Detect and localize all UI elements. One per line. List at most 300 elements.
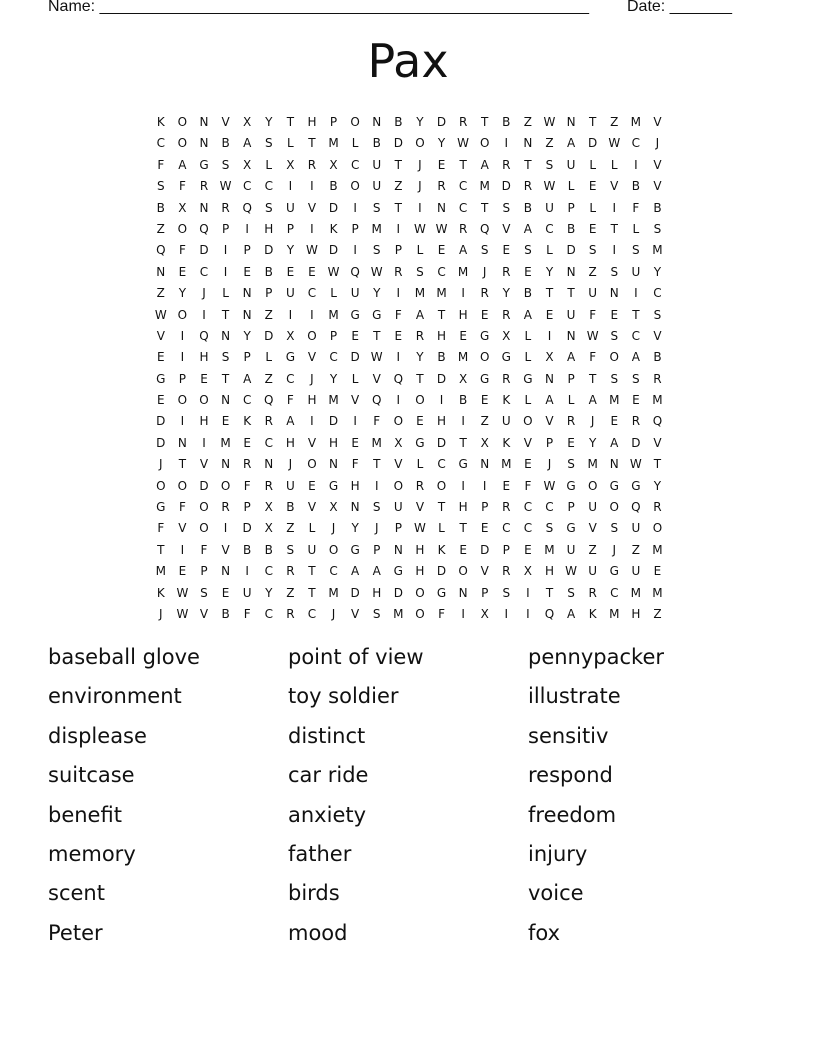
grid-letter: O bbox=[199, 521, 209, 536]
grid-letter: I bbox=[374, 478, 379, 493]
grid-row bbox=[150, 219, 670, 240]
grid-letter: C bbox=[156, 136, 165, 151]
grid-letter: O bbox=[415, 136, 425, 151]
grid-letter: L bbox=[308, 521, 316, 536]
grid-letter: D bbox=[436, 371, 447, 386]
grid-letter: E bbox=[588, 221, 597, 236]
grid-letter: R bbox=[523, 179, 533, 194]
grid-letter: E bbox=[308, 478, 316, 493]
grid-letter: D bbox=[199, 478, 209, 493]
grid-letter: Q bbox=[156, 243, 166, 258]
grid-letter: W bbox=[219, 179, 232, 194]
grid-letter: T bbox=[610, 221, 618, 236]
grid-letter: I bbox=[461, 286, 465, 301]
word-list-item: suitcase bbox=[48, 763, 135, 788]
grid-letter: O bbox=[609, 500, 619, 515]
grid-letter: A bbox=[178, 157, 187, 172]
grid-letter: C bbox=[523, 521, 533, 536]
grid-letter: N bbox=[350, 500, 360, 515]
grid-letter: E bbox=[480, 521, 489, 536]
grid-letter: I bbox=[223, 264, 228, 279]
grid-letter: O bbox=[177, 115, 188, 129]
grid-letter: B bbox=[329, 179, 338, 194]
grid-letter: L bbox=[416, 243, 424, 258]
grid-letter: N bbox=[566, 328, 576, 343]
grid-letter: E bbox=[243, 435, 251, 450]
grid-letter: F bbox=[200, 542, 208, 557]
grid-letter: C bbox=[264, 606, 273, 621]
grid-letter: I bbox=[461, 606, 465, 621]
grid-letter: P bbox=[545, 435, 554, 450]
grid-letter: E bbox=[243, 264, 251, 279]
grid-letter: C bbox=[631, 136, 641, 151]
grid-letter: E bbox=[588, 179, 597, 194]
grid-letter: U bbox=[242, 585, 252, 600]
grid-letter: E bbox=[610, 414, 619, 429]
grid-letter: C bbox=[437, 264, 446, 279]
grid-letter: N bbox=[242, 286, 252, 301]
grid-letter: Y bbox=[653, 264, 662, 279]
grid-letter: Q bbox=[631, 500, 641, 515]
grid-letter: B bbox=[523, 286, 532, 301]
grid-letter: A bbox=[523, 307, 532, 322]
grid-letter: D bbox=[393, 136, 403, 151]
grid-letter: Z bbox=[394, 179, 403, 194]
grid-letter: C bbox=[242, 393, 252, 408]
grid-letter: V bbox=[199, 457, 209, 472]
grid-letter: N bbox=[156, 264, 166, 279]
grid-letter: I bbox=[504, 136, 509, 151]
word-list-item: distinct bbox=[288, 723, 366, 748]
grid-letter: X bbox=[329, 500, 338, 515]
grid-letter: T bbox=[308, 136, 316, 151]
grid-letter: E bbox=[524, 542, 532, 557]
grid-letter: W bbox=[435, 221, 448, 236]
grid-row bbox=[150, 604, 670, 625]
grid-letter: P bbox=[200, 564, 208, 579]
grid-letter: S bbox=[372, 606, 381, 621]
grid-letter: J bbox=[547, 457, 552, 472]
grid-letter: O bbox=[177, 221, 188, 236]
grid-letter: W bbox=[176, 585, 189, 600]
grid-letter: B bbox=[243, 542, 252, 557]
word-list-item: father bbox=[288, 841, 352, 866]
grid-letter: D bbox=[328, 414, 339, 429]
grid-letter: U bbox=[545, 200, 554, 215]
grid-letter: Y bbox=[653, 478, 662, 493]
word-list bbox=[48, 642, 768, 957]
word-list-item: memory bbox=[48, 841, 136, 866]
grid-letter: E bbox=[200, 371, 208, 386]
grid-letter: N bbox=[393, 542, 403, 557]
grid-letter: N bbox=[437, 200, 446, 215]
grid-letter: O bbox=[177, 478, 188, 493]
grid-letter: V bbox=[653, 157, 662, 172]
grid-letter: D bbox=[350, 350, 360, 365]
grid-letter: S bbox=[567, 457, 575, 472]
grid-letter: T bbox=[157, 542, 165, 557]
grid-letter: O bbox=[156, 478, 166, 493]
grid-letter: G bbox=[350, 307, 360, 322]
grid-letter: I bbox=[288, 307, 293, 322]
grid-letter: D bbox=[328, 243, 339, 258]
grid-letter: B bbox=[523, 200, 532, 215]
grid-letter: V bbox=[588, 521, 597, 536]
grid-letter: E bbox=[157, 350, 165, 365]
grid-letter: O bbox=[415, 606, 425, 621]
grid-letter: U bbox=[566, 307, 576, 322]
grid-letter: E bbox=[545, 307, 554, 322]
grid-letter: U bbox=[350, 286, 360, 301]
grid-letter: F bbox=[373, 414, 381, 429]
grid-letter: X bbox=[286, 157, 295, 172]
grid-letter: I bbox=[223, 521, 228, 536]
grid-letter: I bbox=[461, 414, 465, 429]
grid-letter: X bbox=[394, 435, 403, 450]
grid-letter: V bbox=[307, 500, 317, 515]
grid-letter: C bbox=[307, 606, 317, 621]
grid-letter: L bbox=[330, 286, 337, 301]
grid-letter: A bbox=[566, 606, 576, 621]
grid-row bbox=[150, 347, 670, 368]
grid-letter: O bbox=[350, 115, 360, 129]
grid-letter: X bbox=[264, 521, 273, 536]
grid-row bbox=[150, 433, 670, 454]
grid-letter: R bbox=[631, 414, 641, 429]
grid-letter: M bbox=[328, 307, 339, 322]
grid-letter: N bbox=[177, 435, 187, 450]
grid-row bbox=[150, 305, 670, 326]
grid-letter: D bbox=[199, 243, 209, 258]
grid-letter: F bbox=[438, 606, 445, 621]
grid-letter: R bbox=[502, 307, 511, 322]
grid-letter: S bbox=[286, 542, 295, 557]
grid-letter: R bbox=[502, 500, 511, 515]
word-list-item: toy soldier bbox=[288, 684, 399, 709]
grid-letter: I bbox=[180, 414, 185, 429]
grid-letter: C bbox=[545, 221, 554, 236]
grid-letter: H bbox=[329, 435, 339, 450]
grid-letter: U bbox=[631, 521, 641, 536]
grid-letter: R bbox=[243, 457, 252, 472]
grid-letter: P bbox=[221, 221, 230, 236]
grid-letter: M bbox=[652, 542, 663, 557]
grid-row bbox=[150, 497, 670, 518]
grid-letter: B bbox=[437, 350, 446, 365]
grid-letter: D bbox=[350, 585, 360, 600]
grid-letter: C bbox=[286, 371, 295, 386]
grid-letter: S bbox=[653, 221, 662, 236]
grid-row bbox=[150, 540, 670, 561]
grid-letter: W bbox=[176, 606, 189, 621]
grid-letter: Y bbox=[373, 286, 381, 301]
grid-letter: D bbox=[436, 564, 447, 579]
grid-letter: I bbox=[288, 179, 293, 194]
grid-letter: U bbox=[285, 200, 295, 215]
grid-letter: E bbox=[610, 307, 619, 322]
grid-letter: T bbox=[567, 286, 575, 301]
grid-letter: P bbox=[286, 221, 294, 236]
grid-letter: S bbox=[156, 179, 165, 194]
grid-letter: F bbox=[178, 179, 186, 194]
grid-letter: A bbox=[610, 435, 619, 450]
grid-letter: N bbox=[609, 286, 619, 301]
grid-letter: A bbox=[415, 307, 425, 322]
grid-letter: G bbox=[609, 564, 619, 579]
grid-row bbox=[150, 283, 670, 304]
grid-letter: G bbox=[436, 585, 447, 600]
grid-letter: W bbox=[543, 179, 556, 194]
grid-letter: V bbox=[221, 542, 230, 557]
grid-letter: M bbox=[609, 393, 620, 408]
grid-letter: T bbox=[286, 115, 295, 129]
grid-letter: V bbox=[653, 115, 662, 129]
grid-letter: S bbox=[502, 200, 511, 215]
grid-letter: M bbox=[328, 393, 339, 408]
grid-letter: P bbox=[567, 371, 575, 386]
grid-letter: E bbox=[437, 243, 446, 258]
grid-letter: L bbox=[632, 221, 640, 236]
grid-letter: T bbox=[459, 435, 467, 450]
grid-letter: O bbox=[479, 350, 490, 365]
grid-letter: T bbox=[459, 521, 467, 536]
grid-letter: Z bbox=[631, 542, 640, 557]
grid-row bbox=[150, 369, 670, 390]
grid-letter: M bbox=[393, 606, 404, 621]
grid-letter: G bbox=[372, 307, 382, 322]
grid-letter: X bbox=[545, 350, 554, 365]
grid-letter: G bbox=[328, 478, 339, 493]
grid-letter: Q bbox=[544, 606, 555, 621]
word-list-item: voice bbox=[528, 881, 584, 906]
grid-letter: R bbox=[437, 179, 446, 194]
grid-letter: C bbox=[631, 328, 641, 343]
grid-letter: X bbox=[458, 371, 468, 386]
grid-letter: N bbox=[458, 585, 468, 600]
grid-letter: E bbox=[502, 243, 511, 258]
grid-letter: G bbox=[566, 521, 576, 536]
grid-letter: K bbox=[588, 606, 597, 621]
grid-letter: S bbox=[545, 157, 554, 172]
grid-letter: P bbox=[567, 200, 575, 215]
grid-letter: X bbox=[502, 328, 511, 343]
word-list-item: car ride bbox=[288, 763, 369, 788]
grid-letter: S bbox=[416, 264, 424, 279]
grid-row bbox=[150, 198, 670, 219]
grid-letter: S bbox=[264, 136, 273, 151]
grid-letter: O bbox=[199, 393, 209, 408]
grid-letter: D bbox=[566, 243, 576, 258]
grid-letter: C bbox=[653, 286, 662, 301]
grid-letter: F bbox=[351, 457, 359, 472]
grid-letter: T bbox=[481, 200, 489, 215]
grid-letter: I bbox=[526, 606, 530, 621]
grid-letter: U bbox=[566, 157, 576, 172]
grid-letter: E bbox=[524, 457, 532, 472]
grid-letter: S bbox=[610, 371, 619, 386]
grid-letter: C bbox=[545, 500, 554, 515]
grid-letter: I bbox=[353, 414, 357, 429]
grid-letter: L bbox=[524, 393, 532, 408]
grid-letter: Z bbox=[286, 585, 295, 600]
grid-row bbox=[150, 133, 670, 154]
grid-letter: C bbox=[264, 179, 273, 194]
grid-letter: G bbox=[199, 157, 209, 172]
grid-letter: G bbox=[566, 478, 576, 493]
grid-letter: C bbox=[264, 564, 273, 579]
grid-letter: R bbox=[458, 115, 468, 129]
grid-letter: D bbox=[242, 521, 252, 536]
grid-letter: I bbox=[612, 200, 617, 215]
grid-letter: M bbox=[155, 564, 166, 579]
grid-letter: D bbox=[264, 243, 274, 258]
grid-letter: S bbox=[264, 200, 273, 215]
grid-letter: X bbox=[178, 200, 187, 215]
grid-letter: B bbox=[394, 115, 403, 129]
grid-letter: R bbox=[502, 564, 511, 579]
grid-letter: V bbox=[307, 435, 317, 450]
grid-letter: M bbox=[436, 286, 447, 301]
grid-letter: E bbox=[416, 414, 424, 429]
grid-row bbox=[150, 240, 670, 261]
grid-letter: V bbox=[653, 179, 662, 194]
grid-letter: N bbox=[544, 371, 554, 386]
grid-letter: A bbox=[631, 350, 640, 365]
grid-letter: I bbox=[245, 564, 249, 579]
grid-letter: I bbox=[461, 478, 465, 493]
grid-letter: I bbox=[202, 435, 206, 450]
word-list-item: respond bbox=[528, 763, 613, 788]
grid-letter: R bbox=[264, 478, 273, 493]
grid-letter: Z bbox=[264, 307, 273, 322]
grid-letter: G bbox=[415, 435, 425, 450]
grid-letter: U bbox=[285, 286, 295, 301]
grid-letter: U bbox=[372, 157, 382, 172]
grid-letter: M bbox=[609, 606, 620, 621]
grid-letter: J bbox=[159, 606, 163, 621]
grid-letter: Y bbox=[502, 286, 510, 301]
grid-letter: R bbox=[221, 500, 230, 515]
grid-letter: G bbox=[609, 478, 619, 493]
grid-row bbox=[150, 390, 670, 411]
grid-letter: F bbox=[243, 478, 251, 493]
grid-letter: P bbox=[502, 542, 510, 557]
word-list-item: point of view bbox=[288, 645, 424, 669]
grid-letter: U bbox=[631, 564, 641, 579]
grid-letter: T bbox=[221, 371, 230, 386]
grid-letter: E bbox=[437, 157, 446, 172]
grid-letter: S bbox=[200, 585, 208, 600]
grid-letter: V bbox=[480, 564, 489, 579]
grid-letter: Q bbox=[264, 393, 274, 408]
grid-letter: J bbox=[331, 521, 336, 536]
grid-letter: A bbox=[566, 136, 576, 151]
grid-letter: S bbox=[653, 307, 662, 322]
grid-letter: O bbox=[177, 307, 188, 322]
grid-letter: P bbox=[329, 115, 338, 129]
grid-letter: G bbox=[631, 478, 641, 493]
grid-letter: F bbox=[589, 350, 597, 365]
grid-letter: F bbox=[157, 157, 165, 172]
grid-letter: A bbox=[566, 350, 576, 365]
grid-letter: F bbox=[589, 307, 597, 322]
grid-letter: Q bbox=[242, 200, 252, 215]
grid-letter: U bbox=[631, 264, 641, 279]
grid-letter: T bbox=[437, 307, 446, 322]
grid-letter: P bbox=[243, 500, 251, 515]
grid-letter: C bbox=[350, 157, 360, 172]
grid-letter: H bbox=[307, 393, 317, 408]
grid-letter: I bbox=[310, 414, 314, 429]
grid-letter: P bbox=[373, 542, 381, 557]
grid-letter: F bbox=[394, 307, 402, 322]
grid-letter: Y bbox=[265, 115, 273, 129]
grid-letter: V bbox=[307, 350, 317, 365]
grid-letter: M bbox=[652, 585, 663, 600]
grid-letter: A bbox=[351, 564, 360, 579]
word-list-item: anxiety bbox=[288, 802, 367, 827]
grid-letter: R bbox=[480, 286, 489, 301]
word-list-item: displease bbox=[48, 723, 147, 748]
word-list-item: fox bbox=[528, 920, 561, 945]
grid-letter: W bbox=[629, 457, 642, 472]
grid-letter: W bbox=[543, 478, 556, 493]
grid-letter: V bbox=[653, 435, 662, 450]
grid-letter: L bbox=[351, 371, 359, 386]
grid-letter: D bbox=[501, 179, 511, 194]
grid-letter: H bbox=[437, 414, 447, 429]
grid-letter: N bbox=[523, 136, 533, 151]
grid-letter: U bbox=[372, 179, 382, 194]
grid-letter: J bbox=[590, 414, 595, 429]
grid-letter: I bbox=[180, 350, 185, 365]
grid-letter: G bbox=[393, 564, 403, 579]
grid-letter: O bbox=[415, 393, 425, 408]
grid-letter: L bbox=[287, 136, 294, 151]
grid-row bbox=[150, 326, 670, 347]
grid-letter: A bbox=[459, 243, 468, 258]
grid-letter: I bbox=[223, 243, 228, 258]
grid-letter: G bbox=[350, 542, 360, 557]
grid-letter: A bbox=[243, 371, 252, 386]
grid-letter: M bbox=[501, 457, 512, 472]
grid-letter: S bbox=[610, 521, 619, 536]
grid-letter: E bbox=[480, 307, 489, 322]
grid-letter: Z bbox=[588, 264, 597, 279]
grid-letter: R bbox=[653, 371, 662, 386]
grid-letter: M bbox=[652, 243, 663, 258]
grid-letter: G bbox=[156, 500, 166, 515]
grid-letter: G bbox=[285, 350, 296, 365]
grid-letter: L bbox=[610, 157, 618, 172]
grid-letter: Y bbox=[265, 585, 273, 600]
grid-letter: N bbox=[199, 115, 209, 129]
grid-letter: Q bbox=[372, 393, 382, 408]
grid-letter: X bbox=[243, 157, 252, 172]
grid-letter: E bbox=[459, 542, 467, 557]
grid-letter: F bbox=[157, 521, 165, 536]
grid-letter: H bbox=[350, 478, 360, 493]
grid-letter: M bbox=[587, 457, 598, 472]
grid-letter: R bbox=[502, 264, 511, 279]
grid-letter: T bbox=[373, 328, 381, 343]
grid-letter: U bbox=[588, 286, 598, 301]
grid-letter: S bbox=[632, 243, 640, 258]
grid-letter: J bbox=[374, 521, 379, 536]
grid-letter: M bbox=[371, 435, 382, 450]
grid-letter: W bbox=[327, 264, 340, 279]
grid-letter: K bbox=[437, 542, 446, 557]
